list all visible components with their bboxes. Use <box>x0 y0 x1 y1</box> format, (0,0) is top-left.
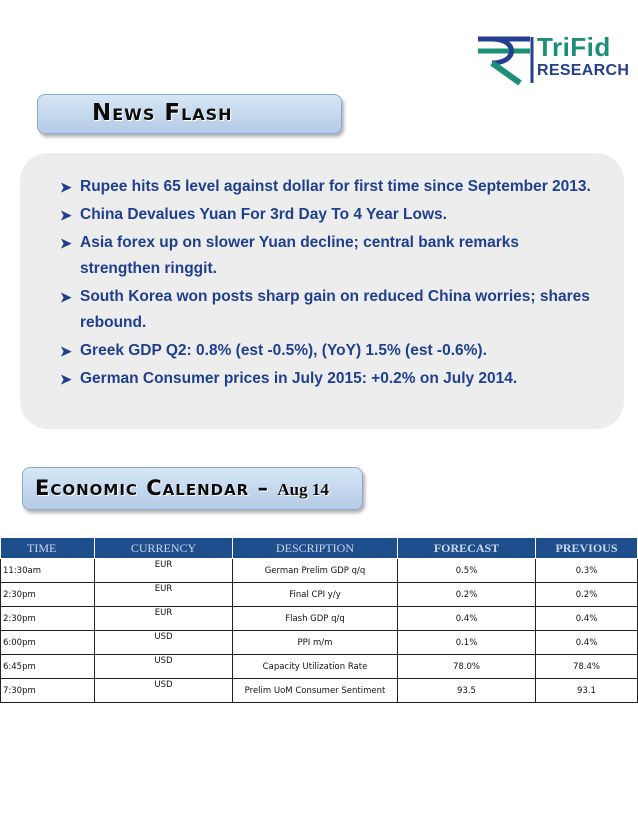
header-currency: CURRENCY <box>95 538 233 559</box>
news-item: ➤ Asia forex up on slower Yuan decline; central bank remarks strengthen ringgit. <box>60 230 600 282</box>
cell-previous: 0.2% <box>536 583 638 607</box>
news-item: ➤ Rupee hits 65 level against dollar for first time since September 2013. <box>60 174 600 200</box>
table-header-row <box>1 538 638 559</box>
arrow-bullet-icon: ➤ <box>60 343 72 359</box>
cell-currency: USD <box>95 655 233 679</box>
cell-forecast: 93.5 <box>398 679 536 703</box>
table-row <box>1 559 638 583</box>
news-list <box>60 174 600 394</box>
cell-description: German Prelim GDP q/q <box>233 559 398 583</box>
cell-time: 6:45pm <box>1 655 95 679</box>
header-forecast: FORECAST <box>398 538 536 559</box>
cell-time: 6:00pm <box>1 631 95 655</box>
cell-previous: 93.1 <box>536 679 638 703</box>
cell-currency: EUR <box>95 559 233 583</box>
table-row <box>1 607 638 631</box>
news-item: ➤ South Korea won posts sharp gain on reduced China worries; shares rebound. <box>60 284 600 336</box>
cell-time: 11:30am <box>1 559 95 583</box>
cell-currency: USD <box>95 679 233 703</box>
cell-forecast: 78.0% <box>398 655 536 679</box>
cell-currency: EUR <box>95 583 233 607</box>
cell-description: Final CPI y/y <box>233 583 398 607</box>
cell-currency: EUR <box>95 607 233 631</box>
header-time: TIME <box>1 538 95 559</box>
economic-calendar-table <box>0 537 638 703</box>
news-item: ➤ German Consumer prices in July 2015: +0.2% on July 2014. <box>60 366 600 392</box>
cell-previous: 0.4% <box>536 631 638 655</box>
news-flash-banner <box>37 94 342 134</box>
cell-previous: 0.4% <box>536 607 638 631</box>
cell-time: 2:30pm <box>1 583 95 607</box>
cell-forecast: 0.5% <box>398 559 536 583</box>
logo-name: TriFid <box>537 32 611 62</box>
arrow-bullet-icon: ➤ <box>60 371 72 387</box>
arrow-bullet-icon: ➤ <box>60 179 72 195</box>
cell-forecast: 0.2% <box>398 583 536 607</box>
cell-description: Prelim UoM Consumer Sentiment <box>233 679 398 703</box>
cell-currency: USD <box>95 631 233 655</box>
calendar-date: Aug 14 <box>277 480 329 499</box>
news-flash-title: News Flash <box>92 100 233 126</box>
cell-previous: 78.4% <box>536 655 638 679</box>
table-row <box>1 679 638 703</box>
cell-time: 7:30pm <box>1 679 95 703</box>
economic-calendar-banner <box>22 467 363 510</box>
cell-description: Capacity Utilization Rate <box>233 655 398 679</box>
table-row <box>1 631 638 655</box>
cell-forecast: 0.1% <box>398 631 536 655</box>
cell-description: PPI m/m <box>233 631 398 655</box>
table-row <box>1 583 638 607</box>
economic-calendar-title: Economic Calendar – Aug 14 <box>35 476 329 500</box>
cell-previous: 0.3% <box>536 559 638 583</box>
arrow-bullet-icon: ➤ <box>60 207 72 223</box>
logo-text <box>537 32 629 80</box>
news-item: ➤ Greek GDP Q2: 0.8% (est -0.5%), (YoY) 1.5% (est -0.6%). <box>60 338 600 364</box>
cell-time: 2:30pm <box>1 607 95 631</box>
arrow-bullet-icon: ➤ <box>60 289 72 305</box>
cell-description: Flash GDP q/q <box>233 607 398 631</box>
table-row <box>1 655 638 679</box>
header-previous: PREVIOUS <box>536 538 638 559</box>
cell-forecast: 0.4% <box>398 607 536 631</box>
logo-subtitle: RESEARCH <box>537 62 630 79</box>
arrow-bullet-icon: ➤ <box>60 235 72 251</box>
header-description: DESCRIPTION <box>233 538 398 559</box>
news-item: ➤ China Devalues Yuan For 3rd Day To 4 Year Lows. <box>60 202 600 228</box>
